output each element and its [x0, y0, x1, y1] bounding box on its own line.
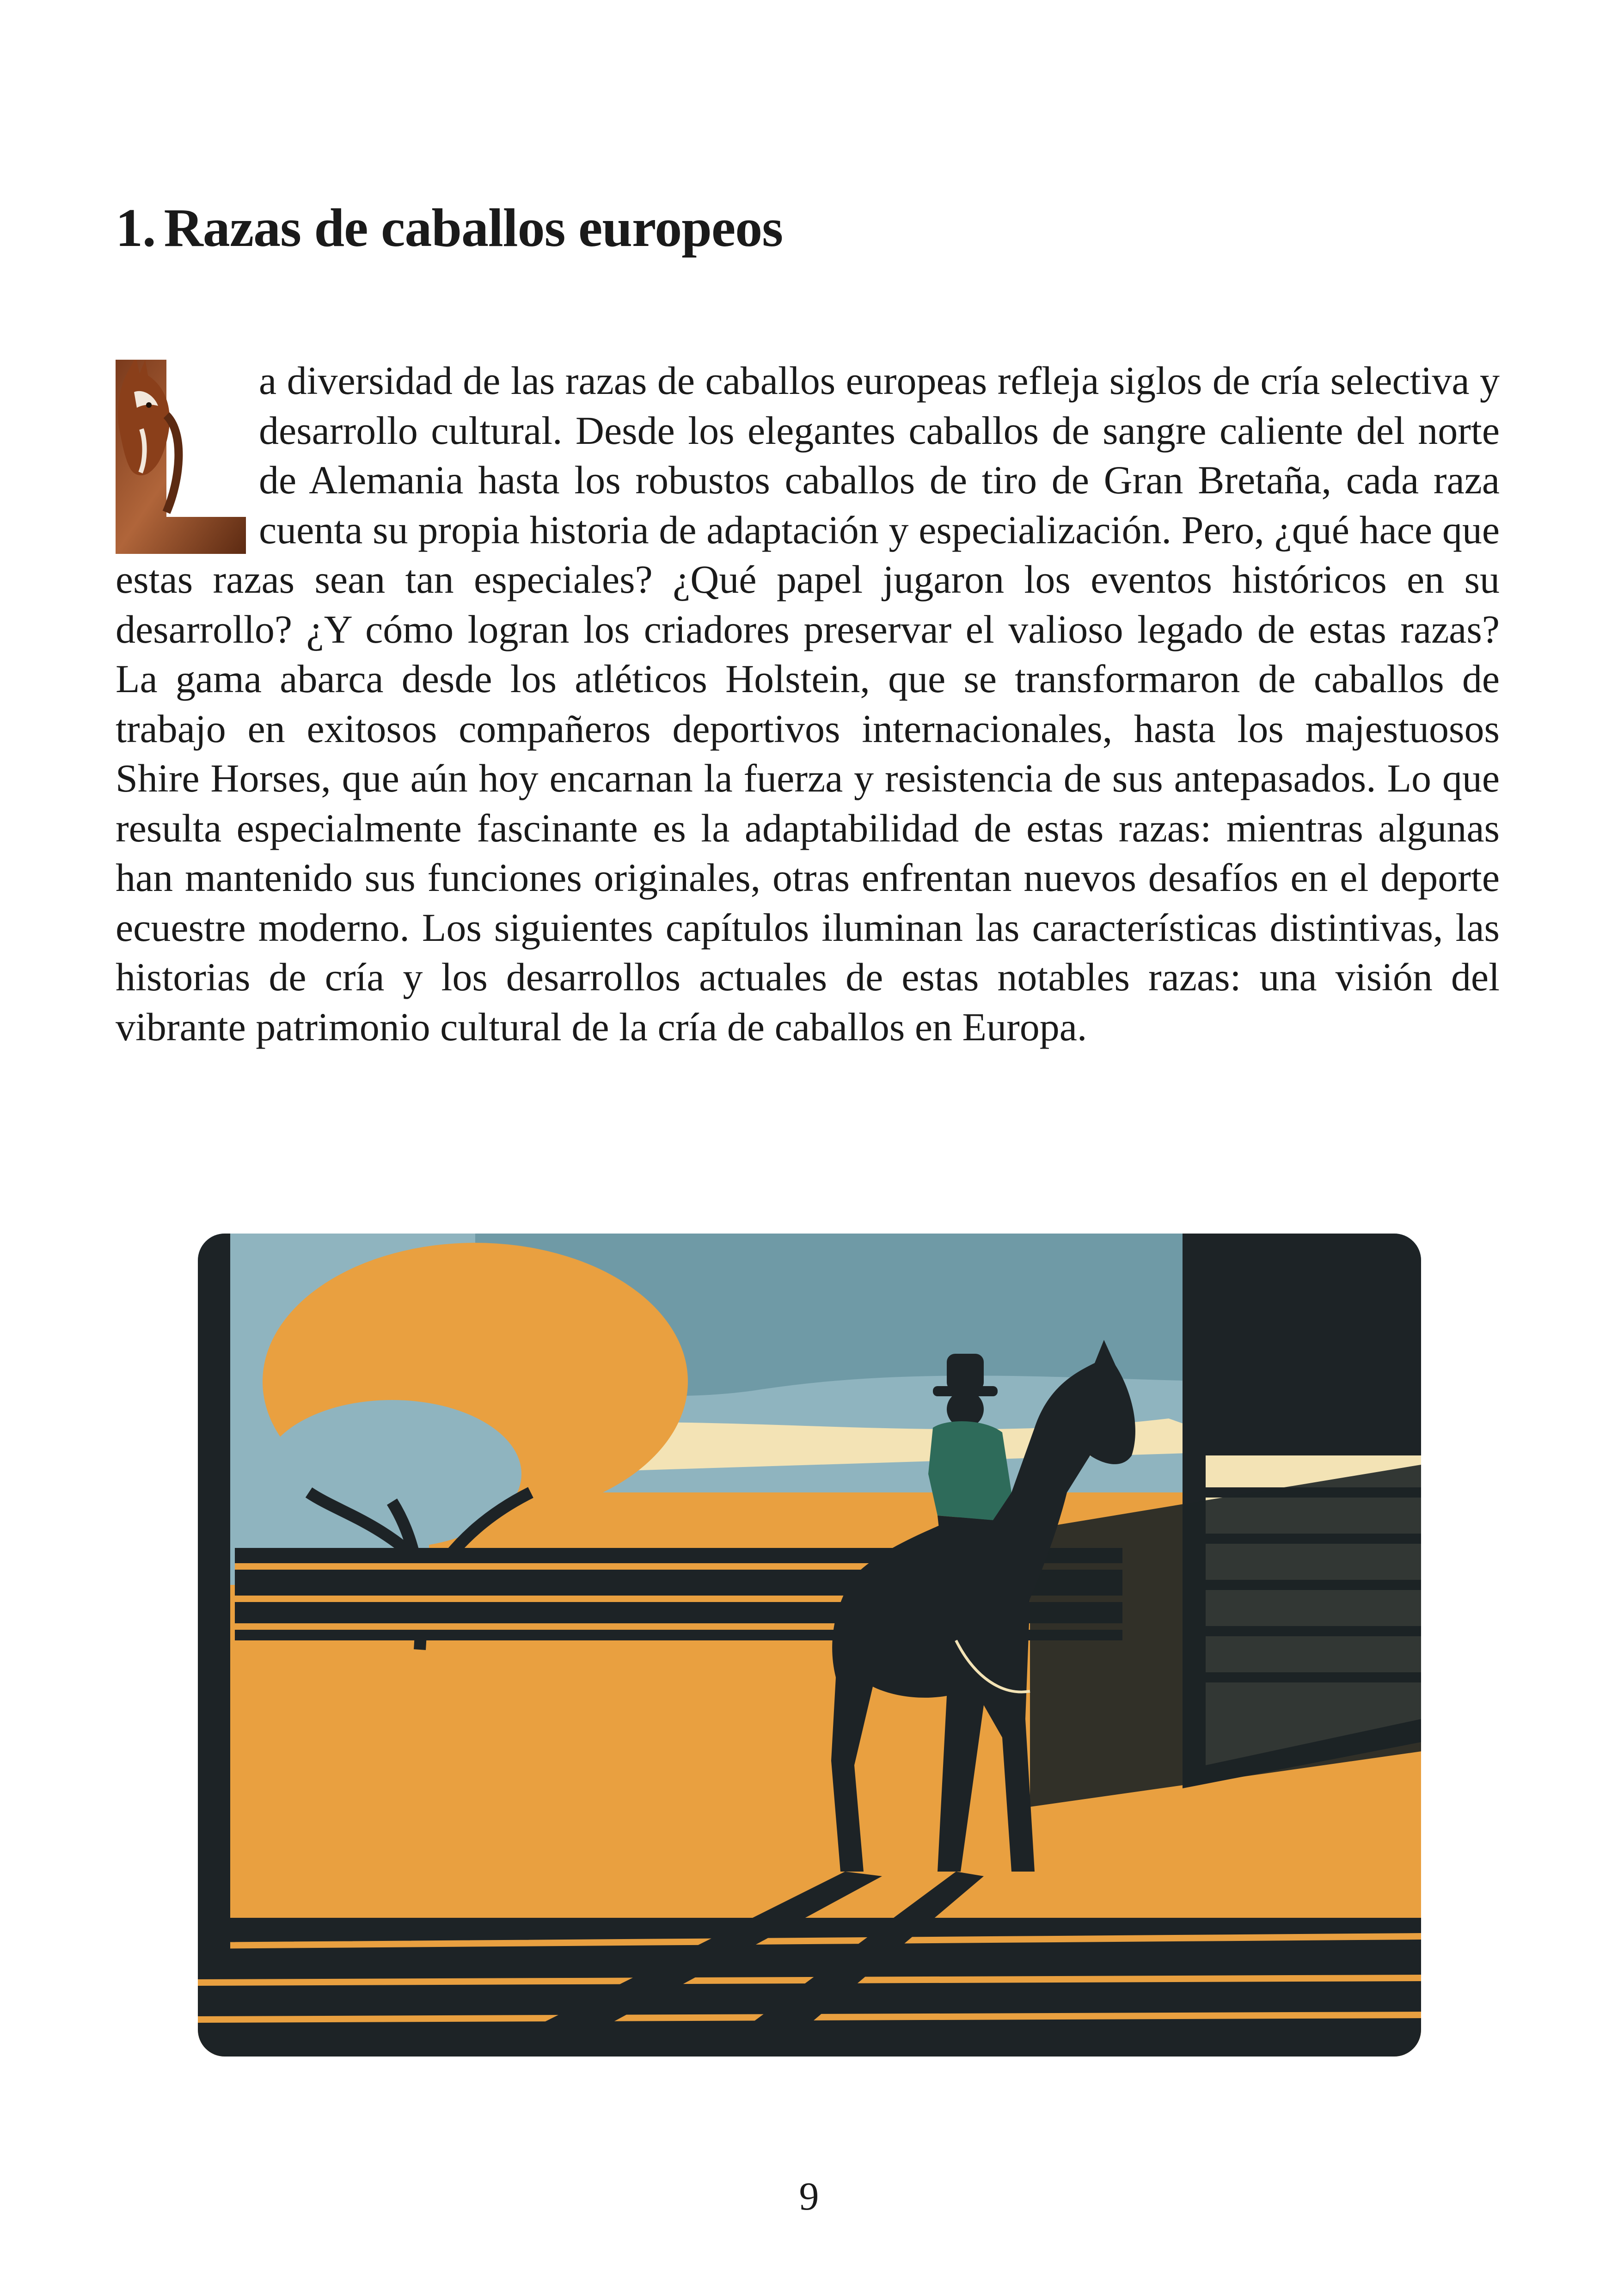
- intro-paragraph: [116, 356, 1500, 1052]
- rider-on-horse-illustration: [198, 1234, 1421, 2057]
- dropcap-spacer: [116, 356, 259, 555]
- rider-on-horse-illustration-icon: [198, 1234, 1421, 2057]
- section-number: 1.: [116, 197, 156, 258]
- section-heading: [116, 196, 783, 259]
- paragraph-text: a diversidad de las razas de caballos europeas refleja siglos de cría selectiva y desarrollo cultural. Desde los elegantes caballos de sangre caliente del norte de Alemania hasta los robustos caballos de tiro de Gran Bretaña, cada raza cuenta su propia historia de adaptación y especialización. Pero, ¿qué hace que estas razas sean tan especiales? ¿Qué papel jugaron los eventos históricos en su desarrollo? ¿Y cómo logran los criadores preservar el valioso legado de estas razas? La gama abarca desde los atléticos Holstein, que se transformaron de caballos de trabajo en exitosos compañeros deportivos internacionales, hasta los majestuosos Shire Horses, que aún hoy encarnan la fuerza y resistencia de sus antepasados. Lo que resulta especialmente fascinante es la adaptabilidad de estas razas: mientras algunas han mantenido sus funciones originales, otras enfrentan nuevos desafíos en el deporte ecuestre moderno. Los siguientes capítulos iluminan las características distintivas, las historias de cría y los desarrollos actuales de estas notables razas: una visión del vibrante patrimonio cultural de la cría de caballos en Europa.: [116, 358, 1500, 1049]
- section-title: Razas de caballos europeos: [164, 197, 783, 258]
- page-number: 9: [799, 2174, 819, 2218]
